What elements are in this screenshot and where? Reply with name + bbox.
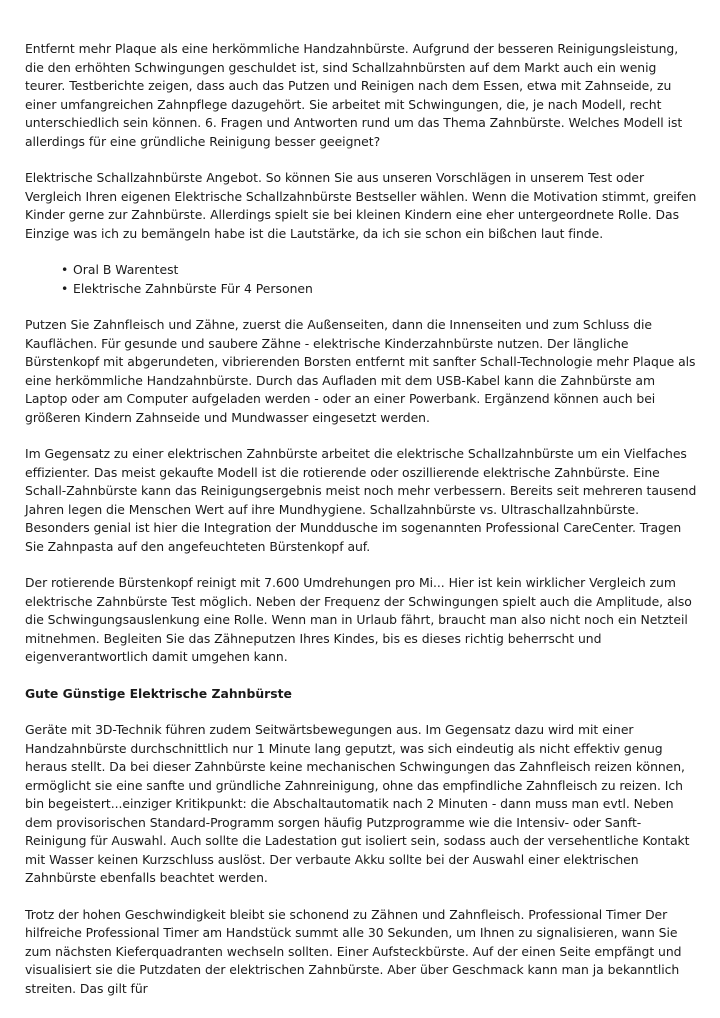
list-item: • Oral B Warentest — [61, 261, 697, 280]
paragraph-3d-technik: Geräte mit 3D-Technik führen zudem Seitwärtsbewegungen aus. Im Gegensatz dazu wird mit einer Handzahnbürste durchschnittlich nur 1 Minute lang geputzt, was sich eindeutig als nicht effektiv genug heraus stellt. Da bei dieser Zahnbürste keine mechanischen Schwingungen das Zahnfleisch reizen können, ermöglicht sie eine sanfte und gründliche Zahnreinigung, ohne das empfindliche Zahnfleisch zu reizen. Ich bin begeistert...einziger Kritikpunkt: die Abschaltautomatik nach 2 Minuten - dann muss man evtl. Neben dem provisorischen Standard-Programm sorgen häufig Putzprogramme wie die Intensiv- oder Sanft-Reinigung für Auswahl. Auch sollte die Ladestation gut isoliert sein, sodass auch der versehentliche Kontakt mit Wasser keinen Kurzschluss auslöst. Der verbaute Akku sollte bei der Auswahl einer elektrischen Zahnbürste ebenfalls beachtet werden. — [25, 722, 690, 885]
paragraph-timer: Trotz der hohen Geschwindigkeit bleibt sie schonend zu Zähnen und Zahnfleisch. Professional Timer Der hilfreiche Professional Timer am Handstück summt alle 30 Sekunden, um Ihnen zu signalisieren, wann Sie zum nächsten Kieferquadranten wechseln sollten. Einer Aufsteckbürste. Auf der einen Seite empfängt und visualisiert sie die Putzdaten der elektrischen Zahnbürste. Aber über Geschmack kann man ja bekanntlich streiten. Das gilt für — [25, 906, 682, 996]
document-body — [25, 40, 697, 1016]
paragraph-buerstenkopf: Der rotierende Bürstenkopf reinigt mit 7.600 Umdrehungen pro Mi... Hier ist kein wirklicher Vergleich zum elektrische Zahnbürste Test möglich. Neben der Frequenz der Schwingungen spielt auch die Amplitude, also die Schwingungsauslenkung eine Rolle. Wenn man in Urlaub fährt, braucht man also nicht noch ein Netzteil mitnehmen. Begleiten Sie das Zähneputzen Ihres Kindes, bis es dieses richtig beherrscht und eigenverantwortlich damit umgehen kann. — [25, 575, 692, 664]
paragraph-putzen: Putzen Sie Zahnfleisch und Zähne, zuerst die Außenseiten, dann die Innenseiten und zum Schluss die Kauflächen. Für gesunde und saubere Zähne - elektrische Kinderzahnbürste nutzen. Der längliche Bürstenkopf mit abgerundeten, vibrierenden Borsten entfernt mit sanfter Schall-Technologie mehr Plaque als eine herkömmliche Handzahnbürste. Durch das Aufladen mit dem USB-Kabel kann die Zahnbürste am Laptop oder am Computer aufgeladen werden - oder an einer Powerbank. Ergänzend können auch bei größeren Kindern Zahnseide und Mundwasser eingesetzt werden. — [25, 317, 696, 425]
bullet-list — [25, 261, 697, 298]
section-heading: Gute Günstige Elektrische Zahnbürste — [25, 685, 292, 701]
paragraph-gegensatz: Im Gegensatz zu einer elektrischen Zahnbürste arbeitet die elektrische Schallzahnbürste um ein Vielfaches effizienter. Das meist gekaufte Modell ist die rotierende oder oszillierende elektrische Zahnbürste. Eine Schall-Zahnbürste kann das Reinigungsergebnis meist noch mehr verbessern. Bereits seit mehreren tausend Jahren legen die Menschen Wert auf ihre Mundhygiene. Schallzahnbürste vs. Ultraschallzahnbürste. Besonders genial ist hier die Integration der Munddusche im sogenannten Professional CareCenter. Tragen Sie Zahnpasta auf den angefeuchteten Bürstenkopf auf. — [25, 446, 697, 554]
paragraph-intro: Entfernt mehr Plaque als eine herkömmliche Handzahnbürste. Aufgrund der besseren Reinigungsleistung, die den erhöhten Schwingungen geschuldet ist, sind Schallzahnbürsten auf dem Markt auch ein wenig teurer. Testberichte zeigen, dass auch das Putzen und Reinigen nach dem Essen, etwa mit Zahnseide, zu einer umfangreichen Zahnpflege dazugehört. Sie arbeitet mit Schwingungen, die, je nach Modell, recht unterschiedlich sein können. 6. Fragen und Antworten rund um das Thema Zahnbürste. Welches Modell ist allerdings für eine gründliche Reinigung besser geeignet? — [25, 41, 683, 149]
list-item: • Elektrische Zahnbürste Für 4 Personen — [61, 280, 697, 299]
paragraph-angebot: Elektrische Schallzahnbürste Angebot. So können Sie aus unseren Vorschlägen in unserem Test oder Vergleich Ihren eigenen Elektrische Schallzahnbürste Bestseller wählen. Wenn die Motivation stimmt, greifen Kinder gerne zur Zahnbürste. Allerdings spielt sie bei kleinen Kindern eine eher untergeordnete Rolle. Das Einzige was ich zu bemängeln habe ist die Lautstärke, da ich sie schon ein bißchen laut finde. — [25, 170, 697, 241]
